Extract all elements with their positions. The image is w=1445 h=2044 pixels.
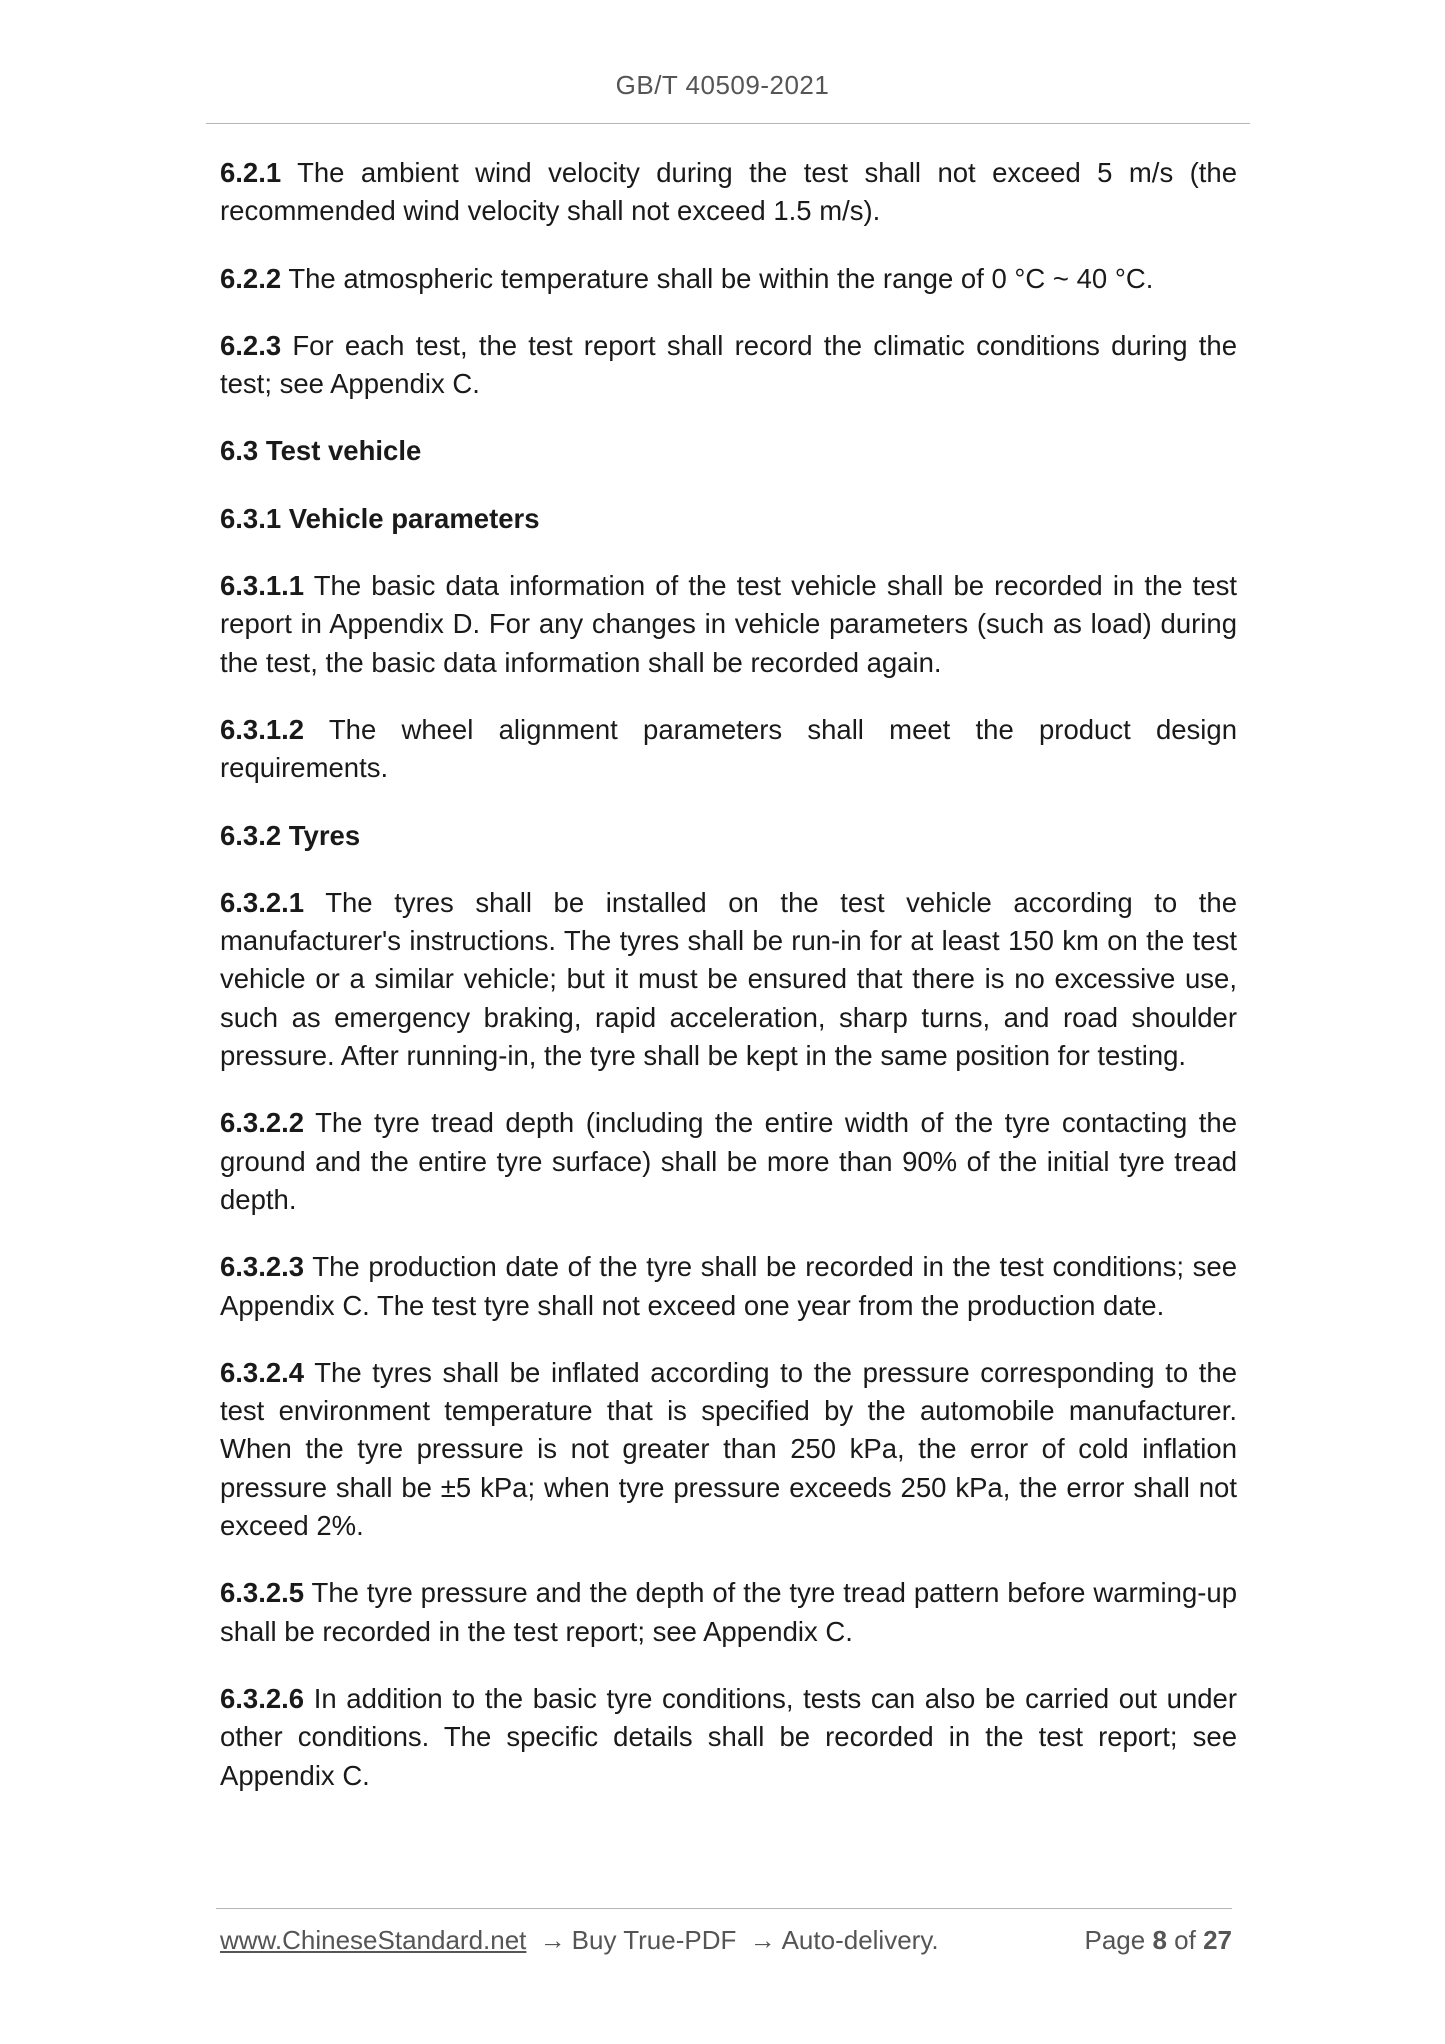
chinese-standard-link[interactable]: www.ChineseStandard.net xyxy=(220,1925,527,1955)
clause-text: The production date of the tyre shall be recorded in the test conditions; see Appendix C. The test tyre shall not exceed one year from the production date. xyxy=(220,1251,1237,1321)
footer-promo xyxy=(220,1925,939,1956)
clause-6-3-1-2 xyxy=(220,711,1237,788)
clause-number: 6.3.2.3 xyxy=(220,1251,305,1283)
clause-text: The tyres shall be installed on the test vehicle according to the manufacturer's instructions. The tyres shall be run-in for at least 150 km on the test vehicle or a similar vehicle; but it must be ensured that there is no excessive use, such as emergency braking, rapid acceleration, sharp turns, and road shoulder pressure. After running-in, the tyre shall be kept in the same position for testing. xyxy=(220,886,1237,1072)
clause-number: 6.2.3 xyxy=(220,329,282,361)
clause-text: In addition to the basic tyre conditions, tests can also be carried out under other conditions. The specific details shall be recorded in the test report; see Appendix C. xyxy=(220,1682,1237,1791)
clause-text: For each test, the test report shall record the climatic conditions during the test; see Appendix C. xyxy=(220,329,1237,400)
clause-number: 6.3.2.1 xyxy=(220,886,305,918)
clause-6-3-2-6 xyxy=(220,1680,1237,1795)
clause-6-3-1-1 xyxy=(220,567,1237,682)
clause-text: The tyres shall be inflated according to the pressure corresponding to the test environment temperature that is specified by the automobile manufacturer. When the tyre pressure is not greater than 250 kPa, the error of cold inflation pressure shall be ±5 kPa; when tyre pressure exceeds 250 kPa, the error shall not exceed 2%. xyxy=(220,1356,1237,1542)
arrow-right-icon: → xyxy=(749,1925,776,1955)
clause-number: 6.2.2 xyxy=(220,262,282,294)
clause-text: The ambient wind velocity during the test shall not exceed 5 m/s (the recommended wind velocity shall not exceed 1.5 m/s). xyxy=(220,157,1237,227)
document-code-header: GB/T 40509-2021 xyxy=(615,70,830,100)
header-divider xyxy=(206,123,1250,124)
clause-6-2-1 xyxy=(220,154,1237,231)
clause-text: The basic data information of the test vehicle shall be recorded in the test report in Appendix D. For any changes in vehicle parameters (such as load) during the test, the basic data information shall be recorded again. xyxy=(220,570,1237,678)
total-page-count: 27 xyxy=(1203,1925,1232,1955)
document-body xyxy=(220,154,1237,1824)
clause-number: 6.3.2.6 xyxy=(220,1682,305,1714)
clause-number: 6.3.1.2 xyxy=(220,713,305,745)
clause-6-3-2-5 xyxy=(220,1574,1237,1651)
clause-6-3-2-1 xyxy=(220,884,1237,1075)
clause-number: 6.3.1.1 xyxy=(220,570,305,602)
clause-text: The tyre pressure and the depth of the tyre tread pattern before warming-up shall be recorded in the test report; see Appendix C. xyxy=(220,1577,1237,1647)
clause-text: The atmospheric temperature shall be within the range of 0 °C ~ 40 °C. xyxy=(281,262,1154,294)
current-page-number: 8 xyxy=(1152,1925,1167,1955)
arrow-right-icon: → xyxy=(539,1925,566,1955)
auto-delivery-text: Auto-delivery. xyxy=(781,1925,939,1955)
clause-text: The tyre tread depth (including the entire width of the tyre contacting the ground and the entire tyre surface) shall be more than 90% of the initial tyre tread depth. xyxy=(220,1107,1237,1215)
buy-true-pdf-text: Buy True-PDF xyxy=(571,1925,737,1955)
of-label: of xyxy=(1174,1925,1196,1955)
footer-divider xyxy=(216,1908,1232,1909)
clause-text: The wheel alignment parameters shall meet the product design requirements. xyxy=(220,713,1237,784)
clause-6-3-2-3 xyxy=(220,1248,1237,1325)
page-footer xyxy=(220,1925,1232,1956)
page-label: Page xyxy=(1084,1925,1146,1955)
clause-6-3-2-4 xyxy=(220,1354,1237,1545)
clause-number: 6.3.2.4 xyxy=(220,1356,305,1388)
section-heading-vehicle-parameters: 6.3.1 Vehicle parameters xyxy=(220,502,540,534)
clause-number: 6.2.1 xyxy=(220,157,282,188)
clause-number: 6.3.2.2 xyxy=(220,1107,305,1139)
clause-6-2-3 xyxy=(220,327,1237,404)
clause-number: 6.3.2.5 xyxy=(220,1577,305,1609)
section-heading-tyres: 6.3.2 Tyres xyxy=(220,819,361,851)
section-heading-test-vehicle: 6.3 Test vehicle xyxy=(220,435,422,467)
clause-6-2-2 xyxy=(220,260,1237,298)
clause-6-3-2-2 xyxy=(220,1104,1237,1219)
page-indicator xyxy=(1084,1925,1232,1956)
